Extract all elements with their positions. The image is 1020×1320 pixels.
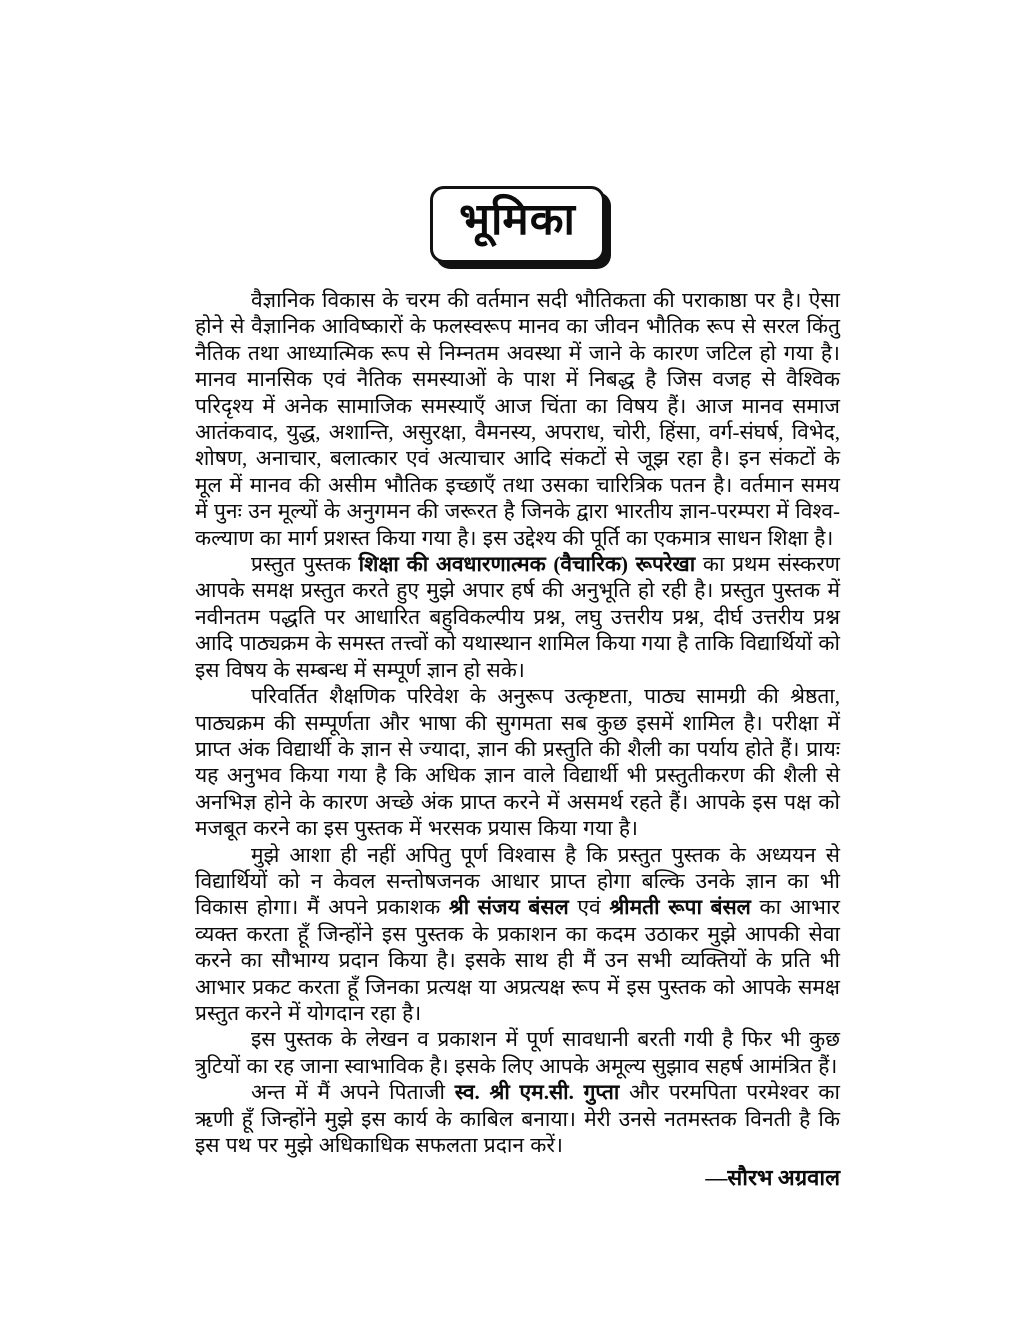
bold-text: श्री संजय बंसल xyxy=(448,895,569,920)
preface-paragraph xyxy=(195,287,840,551)
preface-paragraph xyxy=(195,1026,840,1079)
body-text: मुझे आशा ही नहीं अपितु पूर्ण विश्वास है कि प्रस्तुत पुस्तक के अध्ययन से विद्यार्थियों को न केवल सन्तोषजनक आधार प्राप्त होगा बल्कि उनके ज्ञान का भी विकास होगा। मैं अपने प्रकाशक xyxy=(195,842,840,920)
body-text: वैज्ञानिक विकास के चरम की वर्तमान सदी भौतिकता की पराकाष्ठा पर है। ऐसा होने से वैज्ञानिक आविष्कारों के फलस्वरूप मानव का जीवन भौतिक रूप से सरल किंतु नैतिक तथा आध्यात्मिक रूप से निम्नतम अवस्था में जाने के कारण जटिल हो गया है। मानव मानसिक एवं नैतिक समस्याओं के पाश में निबद्ध है जिस वजह से वैश्विक परिदृश्य में अनेक सामाजिक समस्याएँ आज चिंता का विषय हैं। आज मानव समाज आतंकवाद, युद्ध, अशान्ति, असुरक्षा, वैमनस्य, अपराध, चोरी, हिंसा, वर्ग-संघर्ष, विभेद, शोषण, अनाचार, बलात्कार एवं अत्याचार आदि संकटों से जूझ रहा है। इन संकटों के मूल में मानव की असीम भौतिक इच्छाएँ तथा उसका चारित्रिक पतन है। वर्तमान समय में पुनः उन मूल्यों के अनुगमन की जरूरत है जिनके द्वारा भारतीय ज्ञान-परम्परा में विश्व-कल्याण का मार्ग प्रशस्त किया गया है। इस उद्देश्य की पूर्ति का एकमात्र साधन शिक्षा है। xyxy=(195,288,840,550)
body-text: का आभार व्यक्त करता हूँ जिन्होंने इस पुस्तक के प्रकाशन का कदम उठाकर मुझे आपकी सेवा करने का सौभाग्य प्रदान किया है। इसके साथ ही मैं उन सभी व्यक्तियों के प्रति भी आभार प्रकट करता हूँ जिनका प्रत्यक्ष या अप्रत्यक्ष रूप में इस पुस्तक को आपके समक्ष प्रस्तुत करने में योगदान रहा है। xyxy=(195,895,840,1025)
title-box xyxy=(430,186,605,263)
body-text: एवं xyxy=(568,895,610,920)
preface-paragraph xyxy=(195,551,840,683)
body-text: परिवर्तित शैक्षणिक परिवेश के अनुरूप उत्कृष्टता, पाठ्य सामग्री की श्रेष्ठता, पाठ्यक्रम की सम्पूर्णता और भाषा की सुगमता सब कुछ इसमें शामिल है। परीक्षा में प्राप्त अंक विद्यार्थी के ज्ञान से ज्यादा, ज्ञान की प्रस्तुति की शैली का पर्याय होते हैं। प्रायः यह अनुभव किया गया है कि अधिक ज्ञान वाले विद्यार्थी भी प्रस्तुतीकरण की शैली से अनभिज्ञ होने के कारण अच्छे अंक प्राप्त करने में असमर्थ रहते हैं। आपके इस पक्ष को मजबूत करने का इस पुस्तक में भरसक प्रयास किया गया है। xyxy=(195,684,840,841)
bold-text: श्रीमती रूपा बंसल xyxy=(609,895,751,920)
bold-text: स्व. श्री एम.सी. गुप्ता xyxy=(454,1080,620,1105)
preface-paragraph xyxy=(195,683,840,841)
body-text: इस पुस्तक के लेखन व प्रकाशन में पूर्ण सावधानी बरती गयी है फिर भी कुछ त्रुटियों का रह जाना स्वाभाविक है। इसके लिए आपके अमूल्य सुझाव सहर्ष आमंत्रित हैं। xyxy=(195,1027,840,1078)
body-text: का प्रथम संस्करण आपके समक्ष प्रस्तुत करते हुए मुझे अपार हर्ष की अनुभूति हो रही है। प्रस्तुत पुस्तक में नवीनतम पद्धति पर आधारित बहुविकल्पीय प्रश्न, लघु उत्तरीय प्रश्न, दीर्घ उत्तरीय प्रश्न आदि पाठ्यक्रम के समस्त तत्त्वों को यथास्थान शामिल किया गया है ताकि विद्यार्थियों को इस विषय के सम्बन्ध में सम्पूर्ण ज्ञान हो सके। xyxy=(195,552,840,682)
body-text: अन्त में मैं अपने पिताजी xyxy=(251,1080,455,1105)
body-text: प्रस्तुत पुस्तक xyxy=(251,552,359,577)
title-container xyxy=(195,186,840,263)
preface-body xyxy=(195,287,840,1192)
preface-paragraph xyxy=(195,1079,840,1158)
page-title: भूमिका xyxy=(459,195,576,244)
preface-paragraph xyxy=(195,842,840,1027)
bold-text: शिक्षा की अवधारणात्मक (वैचारिक) रूपरेखा xyxy=(358,552,696,577)
paragraphs-container xyxy=(195,287,840,1158)
author-signature: —सौरभ अग्रवाल xyxy=(705,1165,840,1191)
body-text: और परमपिता परमेश्वर का ऋणी हूँ जिन्होंने मुझे इस कार्य के काबिल बनाया। मेरी उनसे नतमस्तक विनती है कि इस पथ पर मुझे अधिकाधिक सफलता प्रदान करें। xyxy=(195,1080,840,1157)
